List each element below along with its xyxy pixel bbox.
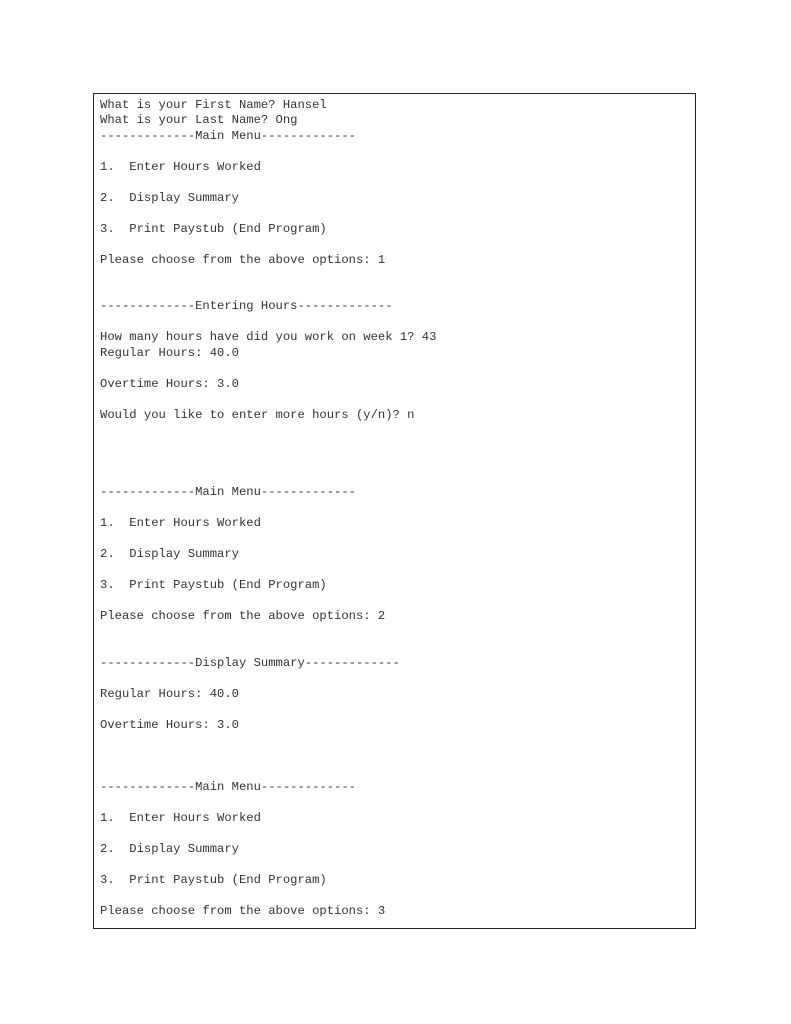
menu-option-1: 1. Enter Hours Worked — [100, 516, 261, 530]
menu-choice-prompt: Please choose from the above options: 3 — [100, 904, 386, 918]
menu-choice-prompt: Please choose from the above options: 2 — [100, 609, 386, 623]
menu-option-3: 3. Print Paystub (End Program) — [100, 873, 327, 887]
menu-option-2: 2. Display Summary — [100, 191, 239, 205]
last-name-prompt: What is your Last Name? Ong — [100, 113, 298, 127]
main-menu-header: -------------Main Menu------------- — [100, 129, 356, 143]
regular-hours-line: Regular Hours: 40.0 — [100, 346, 239, 360]
summary-overtime-hours: Overtime Hours: 3.0 — [100, 718, 239, 732]
display-summary-header: -------------Display Summary------------- — [100, 656, 400, 670]
menu-option-1: 1. Enter Hours Worked — [100, 160, 261, 174]
main-menu-header: -------------Main Menu------------- — [100, 485, 356, 499]
first-name-prompt: What is your First Name? Hansel — [100, 98, 327, 112]
menu-choice-prompt: Please choose from the above options: 1 — [100, 253, 386, 267]
console-output — [93, 93, 696, 929]
menu-option-2: 2. Display Summary — [100, 842, 239, 856]
more-hours-prompt: Would you like to enter more hours (y/n)? n — [100, 408, 415, 422]
menu-option-3: 3. Print Paystub (End Program) — [100, 578, 327, 592]
main-menu-header: -------------Main Menu------------- — [100, 780, 356, 794]
summary-regular-hours: Regular Hours: 40.0 — [100, 687, 239, 701]
menu-option-3: 3. Print Paystub (End Program) — [100, 222, 327, 236]
menu-option-1: 1. Enter Hours Worked — [100, 811, 261, 825]
entering-hours-header: -------------Entering Hours------------- — [100, 299, 393, 313]
overtime-hours-line: Overtime Hours: 3.0 — [100, 377, 239, 391]
menu-option-2: 2. Display Summary — [100, 547, 239, 561]
hours-week-prompt: How many hours have did you work on week 1? 43 — [100, 330, 437, 344]
